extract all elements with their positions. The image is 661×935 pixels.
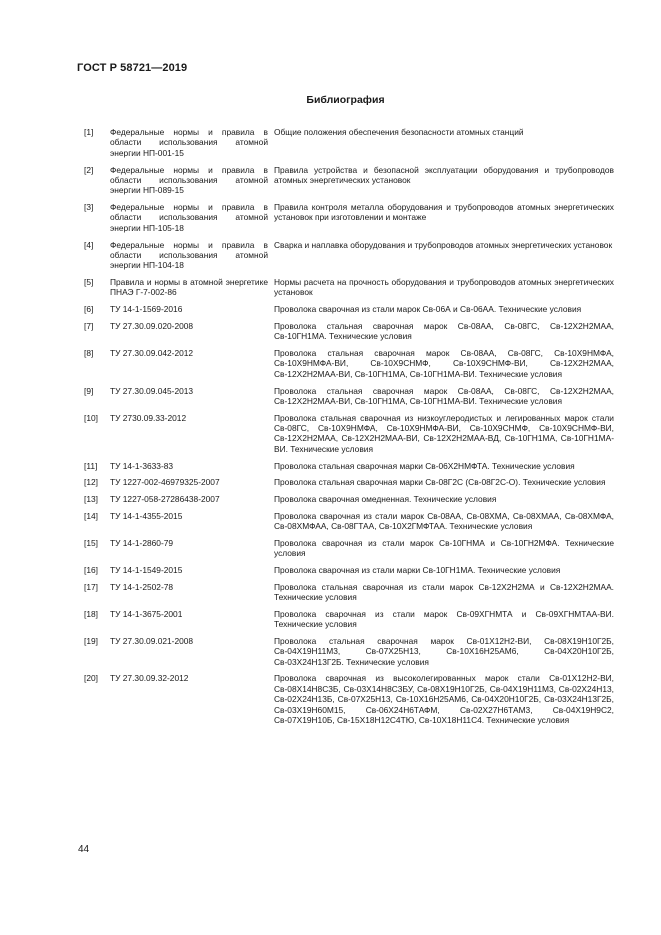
entry-number: [8] xyxy=(84,347,94,358)
bibliography-entry xyxy=(84,304,614,321)
entry-document: ТУ 27.30.09.32-2012 xyxy=(110,673,189,684)
entry-document: ТУ 14-1-1569-2016 xyxy=(110,304,183,315)
entry-number: [17] xyxy=(84,581,98,592)
bibliography-entry xyxy=(84,165,614,203)
bibliography-entry xyxy=(84,348,614,386)
bibliography-entry xyxy=(84,413,614,461)
bibliography-entry xyxy=(84,609,614,636)
entry-document: ТУ 14-1-1549-2015 xyxy=(110,564,183,575)
bibliography-entry xyxy=(84,321,614,348)
entry-document: ТУ 27.30.09.020-2008 xyxy=(110,320,194,331)
section-title: Библиография xyxy=(306,94,385,106)
bibliography-entry xyxy=(84,565,614,582)
entry-number: [18] xyxy=(84,608,98,619)
page-number: 44 xyxy=(78,844,90,855)
bibliography-entry xyxy=(84,636,614,674)
entry-description: Сварка и наплавка оборудования и трубопроводов атомных энергетических установок xyxy=(274,239,613,250)
entry-description: Проволока стальная сварочная из низкоуглеродистых и легированных марок стали Св-08ГС, Св-10Х9НМФА, Св-10Х9НМФА-ВИ, Св-10Х9СНМФ, Св-10Х9СНМФ-ВИ, Св-12Х2Н2МАА, Св-12Х2Н2МАА-ВИ, Св-12Х2Н2МАА-ВД, Св-10ГН1МА, Св-10ГН1МА-ВИ. Технические условия xyxy=(274,412,614,454)
entry-number: [14] xyxy=(84,510,98,521)
entry-description: Правила устройства и безопасной эксплуатации оборудования и трубопроводов атомных энергетических установок xyxy=(274,164,614,185)
entry-number: [2] xyxy=(84,164,94,175)
entry-number: [6] xyxy=(84,304,94,315)
entry-description: Проволока сварочная из стали марок Св-10ГНМА и Св-10ГН2МФА. Технические условия xyxy=(274,537,614,559)
entry-description: Общие положения обеспечения безопасности атомных станций xyxy=(274,127,524,137)
entry-document: ТУ 2730.09.33-2012 xyxy=(110,412,187,423)
entry-description: Проволока сварочная из стали марок Св-08АА, Св-08ХМА, Св-08ХМАА, Св-08ХМФА, Св-08ХМФАА, Св-08ГТАА, Св-10Х2ГМФТАА. Технические условия xyxy=(274,510,614,532)
entry-description: Проволока сварочная из стали марок Св-09ХГНМТА и Св-09ХГНМТАА-ВИ. Технические условия xyxy=(274,608,614,630)
entry-number: [15] xyxy=(84,537,98,548)
entry-document: Правила и нормы в атомной энергетике ПНАЭ Г-7-002-86 xyxy=(110,277,268,298)
entry-description: Проволока стальная сварочная марок Св-01Х12Н2-ВИ, Св-08Х19Н10Г2Б, Св-04Х19Н11М3, Св-07Х25Н13, Св-10Х16Н25АМ6, Св-04Х20Н10Г2Б, Св-03Х24Н13Г2Б. Технические условия xyxy=(274,635,614,667)
bibliography-entry xyxy=(84,386,614,413)
bibliography-entry xyxy=(84,202,614,240)
entry-document: Федеральные нормы и правила в области использования атомной энергии НП-001-15 xyxy=(110,127,268,158)
entry-number: [5] xyxy=(84,277,94,288)
entry-description: Нормы расчета на прочность оборудования и трубопроводов атомных энергетических установок xyxy=(274,277,614,298)
entry-description: Проволока стальная сварочная марки Св-06Х2НМФТА. Технические условия xyxy=(274,460,575,471)
entry-number: [13] xyxy=(84,493,98,504)
entry-number: [11] xyxy=(84,460,98,471)
entry-document: ТУ 14-1-2860-79 xyxy=(110,537,174,548)
entry-number: [1] xyxy=(84,127,94,137)
standard-designation: ГОСТ Р 58721—2019 xyxy=(77,62,188,74)
entry-document: Федеральные нормы и правила в области использования атомной энергии НП-104-18 xyxy=(110,239,268,271)
bibliography-entry xyxy=(84,461,614,478)
entry-document: Федеральные нормы и правила в области использования атомной энергии НП-105-18 xyxy=(110,202,268,233)
entry-description: Проволока стальная сварочная марок Св-08АА, Св-08ГС, Св-10Х9НМФА, Св-10Х9НМФА-ВИ, Св-10Х9СНМФ, Св-10Х9СНМФ-ВИ, Св-12Х2Н2МАА, Св-12Х2Н2МАА-ВИ, Св-10ГН1МА, Св-10ГН1МА-ВИ. Технические условия xyxy=(274,347,614,379)
bibliography-entry xyxy=(84,673,614,731)
bibliography-entry xyxy=(84,240,614,278)
entry-number: [9] xyxy=(84,385,94,396)
entry-number: [19] xyxy=(84,635,98,646)
bibliography-entry xyxy=(84,277,614,304)
entry-number: [12] xyxy=(84,477,98,488)
entry-number: [3] xyxy=(84,202,94,213)
entry-description: Проволока сварочная из стали марки Св-10ГН1МА. Технические условия xyxy=(274,564,561,575)
entry-description: Проволока стальная сварочная марок Св-08АА, Св-08ГС, Св-12Х2Н2МАА, Св-12Х2Н2МАА-ВИ, Св-10ГН1МА, Св-10ГН1МА-ВИ. Технические условия xyxy=(274,385,614,406)
entry-description: Проволока сварочная из высоколегированных марок стали Св-01Х12Н2-ВИ, Св-08Х14Н8С3Б, Св-03Х14Н8С3БУ, Св-08Х19Н10Г2Б, Св-04Х19Н11М3, Св-02Х24Н13, Св-02Х24Н13Б, Св-07Х25Н13, Св-10Х16Н25АМ6, Св-04Х20Н10Г2Б, Св-03Х24Н13Г2Б, Св-03Х19Н60М15, Св-06Х24Н6ТАФМ, Св-02Х27Н6ТАМ3, Св-04Х19Н9С2, Св-07Х19Н10Б, Св-15Х18Н12С4ТЮ, Св-10Х18Н11С4. Технические условия xyxy=(274,673,614,725)
entry-document: Федеральные нормы и правила в области использования атомной энергии НП-089-15 xyxy=(110,164,268,196)
entry-document: ТУ 1227-002-46979325-2007 xyxy=(110,477,220,488)
bibliography-table xyxy=(84,127,614,732)
bibliography-entry xyxy=(84,582,614,609)
bibliography-entry xyxy=(84,494,614,511)
entry-number: [20] xyxy=(84,673,98,684)
entry-document: ТУ 27.30.09.021-2008 xyxy=(110,635,194,646)
bibliography-entry xyxy=(84,127,614,165)
entry-document: ТУ 14-1-4355-2015 xyxy=(110,510,183,521)
entry-document: ТУ 14-1-2502-78 xyxy=(110,581,174,592)
entry-number: [4] xyxy=(84,239,94,250)
entry-number: [10] xyxy=(84,412,98,423)
bibliography-entry xyxy=(84,477,614,494)
entry-description: Проволока сварочная из стали марок Св-06А и Св-06АА. Технические условия xyxy=(274,304,582,315)
entry-description: Проволока сварочная омедненная. Технические условия xyxy=(274,493,497,504)
entry-document: ТУ 1227-058-27286438-2007 xyxy=(110,493,220,504)
entry-document: ТУ 14-1-3633-83 xyxy=(110,460,174,471)
entry-description: Правила контроля металла оборудования и трубопроводов атомных энергетических установок при изготовлении и монтаже xyxy=(274,202,614,223)
bibliography-entry xyxy=(84,538,614,565)
entry-description: Проволока стальная сварочная марок Св-08АА, Св-08ГС, Св-12Х2Н2МАА, Св-10ГН1МА. Технические условия xyxy=(274,320,614,342)
entry-number: [7] xyxy=(84,320,94,331)
bibliography-entry xyxy=(84,511,614,538)
entry-document: ТУ 14-1-3675-2001 xyxy=(110,608,183,619)
entry-number: [16] xyxy=(84,564,98,575)
entry-document: ТУ 27.30.09.042-2012 xyxy=(110,347,194,358)
entry-description: Проволока стальная сварочная из стали марок Св-12Х2Н2МА и Св-12Х2Н2МАА. Технические условия xyxy=(274,581,614,602)
entry-document: ТУ 27.30.09.045-2013 xyxy=(110,385,194,396)
entry-description: Проволока стальная сварочная марки Св-08Г2С (Св-08Г2С-О). Технические условия xyxy=(274,477,606,488)
bibliography-body xyxy=(84,127,614,732)
